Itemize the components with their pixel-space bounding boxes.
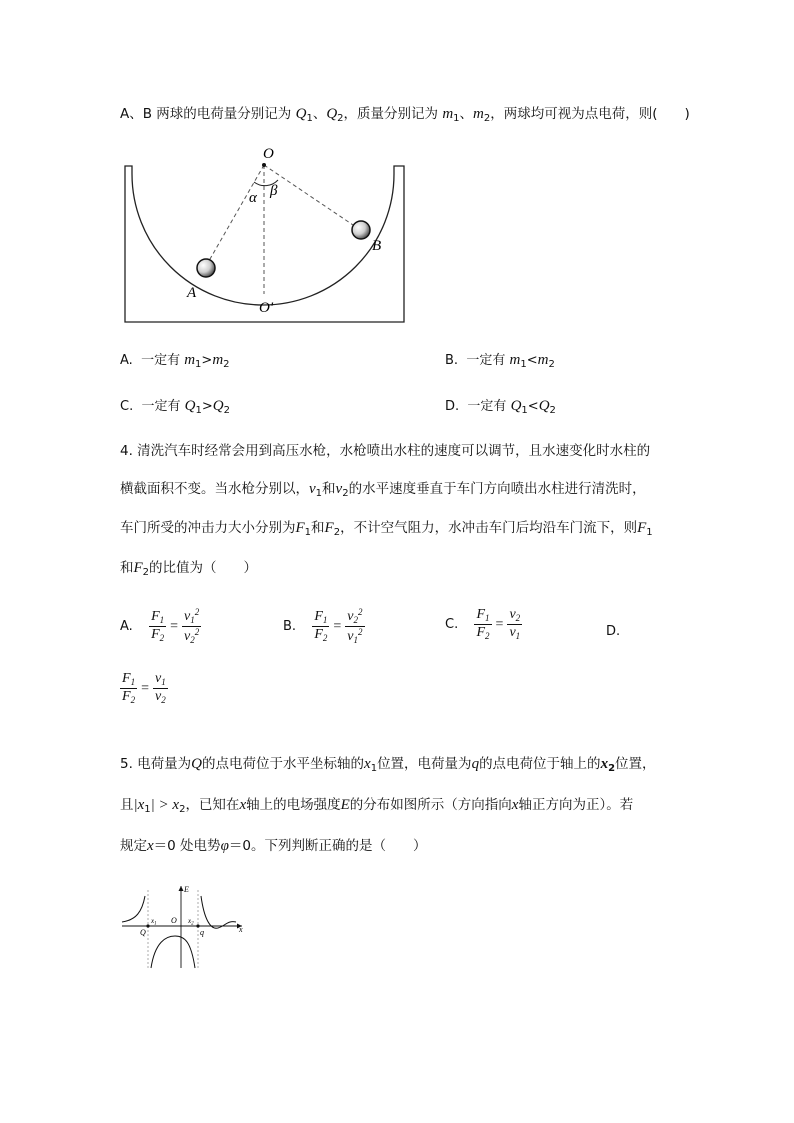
q5-text: 位置，电荷量为 <box>377 756 472 772</box>
frac-sup: 2 <box>358 627 363 638</box>
q3-m2-sub: 2 <box>483 113 491 124</box>
label-o-prime: O' <box>259 300 274 316</box>
q5-x: x <box>511 797 519 813</box>
q3-q2-sub: 2 <box>337 113 344 124</box>
frac-sub: 2 <box>161 695 166 706</box>
bowl-figure <box>118 140 418 330</box>
q4-sub: 1 <box>304 527 312 538</box>
q5-text: 5. 电荷量为 <box>120 756 192 772</box>
q3-q1-sub: 1 <box>306 113 313 124</box>
frac-sup: 2 <box>194 627 200 638</box>
q4-option-d[interactable] <box>606 624 620 639</box>
q5-text: ＝0 处电势 <box>153 838 221 854</box>
option-op: > <box>201 399 213 414</box>
q5-text: 轴正方向为正）。若 <box>518 797 634 813</box>
q3-option-b[interactable] <box>445 349 555 370</box>
option-letter: A. <box>120 619 133 635</box>
frac-var: F <box>476 625 486 641</box>
option-var: m <box>509 352 521 368</box>
label-e: E <box>184 885 189 894</box>
frac-var: F <box>122 689 131 705</box>
q5-line-3 <box>120 834 426 855</box>
frac-sub: 2 <box>322 633 328 644</box>
frac-var: F <box>151 609 160 624</box>
option-letter: D. <box>445 399 460 414</box>
option-var: m <box>212 352 224 368</box>
option-var: m <box>184 352 196 368</box>
equals-sign: = <box>170 618 179 634</box>
q4-option-b[interactable] <box>283 608 365 646</box>
frac-sub: 2 <box>515 613 521 623</box>
q5-sub: 1 <box>370 763 378 774</box>
q5-text: ＝0 <box>228 838 251 854</box>
option-sub: 1 <box>195 405 202 416</box>
q5-text: 位置， <box>615 756 656 772</box>
label-alpha: α <box>249 190 257 206</box>
option-sub: 2 <box>223 405 230 416</box>
q4-sub: 2 <box>342 488 349 499</box>
option-sub: 2 <box>548 359 555 370</box>
frac-sub: 1 <box>353 635 359 646</box>
label-x2: $x_2$ <box>188 917 194 927</box>
frac-sub: 2 <box>159 633 165 644</box>
frac-var: v <box>184 629 191 645</box>
q4-option-c[interactable] <box>445 608 522 642</box>
q5-sub: 2 <box>608 763 616 774</box>
curve-middle <box>151 936 195 968</box>
q4-f2: F <box>133 560 143 576</box>
q5-q: q <box>471 756 480 772</box>
q4-v1: v <box>309 481 316 497</box>
fraction-f1-f2 <box>474 608 491 642</box>
option-text: 一定有 <box>141 353 185 368</box>
q4-f1: F <box>295 520 305 536</box>
frac-var: v <box>154 671 162 686</box>
frac-sub: 2 <box>130 695 136 706</box>
q4-text: 和 <box>120 560 134 576</box>
label-o: O <box>171 916 177 925</box>
equals-sign: = <box>141 680 149 696</box>
option-sub: 1 <box>521 405 528 416</box>
frac-sub: 1 <box>159 615 165 625</box>
q5-phi: φ <box>220 838 229 854</box>
q5-text: 。下列判断正确的是（ ） <box>250 838 427 854</box>
charge-Q-dot <box>146 924 149 927</box>
frac-var: v <box>509 625 516 641</box>
option-sub: 2 <box>549 405 556 416</box>
ball-a <box>197 259 215 277</box>
q4-text: 车门所受的冲击力大小分别为 <box>120 520 296 536</box>
q5-text: 且 <box>120 797 134 813</box>
q5-abs-close: | <box>150 797 155 813</box>
label-q-small: q <box>200 928 204 937</box>
option-letter: C. <box>120 399 134 414</box>
q4-line-3 <box>120 516 653 538</box>
frac-sub: 1 <box>190 615 195 625</box>
option-text: 一定有 <box>141 399 185 414</box>
q5-x: x <box>239 797 247 813</box>
label-a: A <box>187 285 197 301</box>
fraction-v1-v2 <box>153 672 168 706</box>
q5-line-2 <box>120 793 633 815</box>
fraction-f1-f2 <box>149 610 166 644</box>
q5-x1: x <box>364 756 371 772</box>
option-sub: 1 <box>195 359 202 370</box>
frac-sub: 2 <box>353 615 359 625</box>
q4-text: 的比值为（ ） <box>149 560 258 576</box>
q4-sub: 2 <box>142 567 150 578</box>
label-b: B <box>372 238 382 254</box>
frac-var: v <box>154 689 162 705</box>
frac-sup: 2 <box>194 607 200 617</box>
frac-sub: 1 <box>485 613 490 623</box>
fraction-f1-f2 <box>120 672 137 706</box>
option-letter: A. <box>120 353 133 368</box>
q5-text: 的分布如图所示（方向指向 <box>349 797 512 813</box>
option-sub: 1 <box>520 359 527 370</box>
q3-sep2: 、 <box>459 106 474 122</box>
q4-option-a[interactable] <box>120 608 201 646</box>
q4-sub: 1 <box>646 527 653 538</box>
q5-text: ，已知在 <box>185 797 240 813</box>
q5-text: 规定 <box>120 838 147 854</box>
frac-sub: 1 <box>130 677 136 687</box>
frac-sub: 1 <box>161 677 166 687</box>
ball-b <box>352 221 370 239</box>
option-var: m <box>537 352 549 368</box>
label-x1: $x_1$ <box>151 917 157 927</box>
frac-var: F <box>476 607 486 622</box>
option-var: Q <box>184 398 196 414</box>
q3-m1-sub: 1 <box>453 113 460 124</box>
q4-line-1 <box>120 439 650 459</box>
option-var: Q <box>510 398 522 414</box>
frac-sub: 2 <box>190 635 195 646</box>
q4-option-d-formula[interactable] <box>120 671 168 706</box>
option-letter: D. <box>606 624 621 639</box>
q4-line-4 <box>120 556 257 578</box>
frac-var: v <box>184 609 191 624</box>
label-beta: β <box>270 183 278 199</box>
q4-f1: F <box>637 520 647 536</box>
q4-text: 和 <box>311 520 325 536</box>
q3-stem <box>120 102 690 124</box>
fraction-f1-f2 <box>312 610 329 644</box>
q5-text: 轴上的电场强度 <box>246 797 341 813</box>
option-var: Q <box>212 398 224 414</box>
option-op: < <box>526 353 538 368</box>
option-op: < <box>527 399 539 414</box>
q4-text: ，不计空气阻力，水冲击车门后均沿车门流下，则 <box>340 520 638 536</box>
option-letter: B. <box>283 619 297 635</box>
q3-q1: Q <box>295 106 307 122</box>
pivot-point <box>262 163 266 167</box>
q3-stem-post: ，两球均可视为点电荷，则( ) <box>490 106 690 122</box>
option-letter: C. <box>445 617 459 633</box>
q3-option-a[interactable] <box>120 349 230 370</box>
q3-option-d[interactable] <box>445 395 556 416</box>
q5-text: 的点电荷位于轴上的 <box>479 756 601 772</box>
frac-var: F <box>151 627 160 643</box>
q4-sub: 2 <box>333 527 341 538</box>
q3-stem-mid: ，质量分别记为 <box>343 106 443 122</box>
q4-text: 4. 清洗汽车时经常会用到高压水枪，水枪喷出水柱的速度可以调节，且水速变化时水柱的 <box>120 443 651 459</box>
fraction-v2sq-v1sq <box>345 608 364 646</box>
q4-sub: 1 <box>315 488 323 499</box>
q4-text: 的水平速度垂直于车门方向喷出水柱进行清洗时， <box>348 481 646 497</box>
fraction-v2-v1 <box>507 608 522 642</box>
q5-text: 的点电荷位于水平坐标轴的 <box>202 756 365 772</box>
q5-gt: > x <box>154 797 180 813</box>
q5-line-1 <box>120 752 656 774</box>
frac-var: v <box>347 609 354 624</box>
q5-Q: Q <box>191 756 203 772</box>
option-letter: B. <box>445 353 459 368</box>
q5-abs: |x <box>133 797 145 813</box>
q4-text: 横截面积不变。当水枪分别以， <box>120 481 309 497</box>
option-op: > <box>201 353 213 368</box>
frac-sup: 2 <box>358 607 363 617</box>
e-axis-arrow <box>179 886 184 891</box>
frac-sub: 1 <box>515 631 521 642</box>
frac-sub: 1 <box>322 615 328 625</box>
q5-x2: x <box>600 756 609 772</box>
q5-sub: 1 <box>144 804 151 815</box>
q4-text: 和 <box>322 481 336 497</box>
frac-var: v <box>347 629 354 645</box>
q3-m2: m <box>473 106 484 122</box>
q3-sep: 、 <box>312 106 327 122</box>
q3-q2: Q <box>326 106 338 122</box>
q4-v2: v <box>335 481 343 497</box>
equals-sign: = <box>495 616 504 632</box>
q5-E: E <box>340 797 350 813</box>
string-a <box>206 165 264 266</box>
q5-x: x <box>147 838 154 854</box>
option-var: Q <box>538 398 550 414</box>
q4-line-2 <box>120 477 646 499</box>
frac-var: F <box>314 627 323 643</box>
fraction-v1sq-v2sq <box>182 608 201 646</box>
q3-option-c[interactable] <box>120 395 230 416</box>
frac-sub: 2 <box>485 631 490 642</box>
q3-stem-text: A、B 两球的电荷量分别记为 <box>120 106 296 122</box>
q3-m1: m <box>442 106 454 122</box>
label-q-big: Q <box>140 928 146 937</box>
curve-right <box>201 896 236 928</box>
frac-var: F <box>314 609 323 624</box>
label-o: O <box>263 146 274 162</box>
equals-sign: = <box>333 618 342 634</box>
label-x: x <box>239 925 243 934</box>
option-sub: 2 <box>223 359 230 370</box>
q4-f2: F <box>324 520 334 536</box>
frac-var: F <box>122 671 131 686</box>
frac-var: v <box>509 607 516 622</box>
efield-graph <box>118 882 248 974</box>
option-text: 一定有 <box>467 399 511 414</box>
string-b <box>264 165 359 229</box>
curve-left <box>122 896 145 922</box>
q5-sub: 2 <box>179 804 186 815</box>
option-text: 一定有 <box>466 353 510 368</box>
